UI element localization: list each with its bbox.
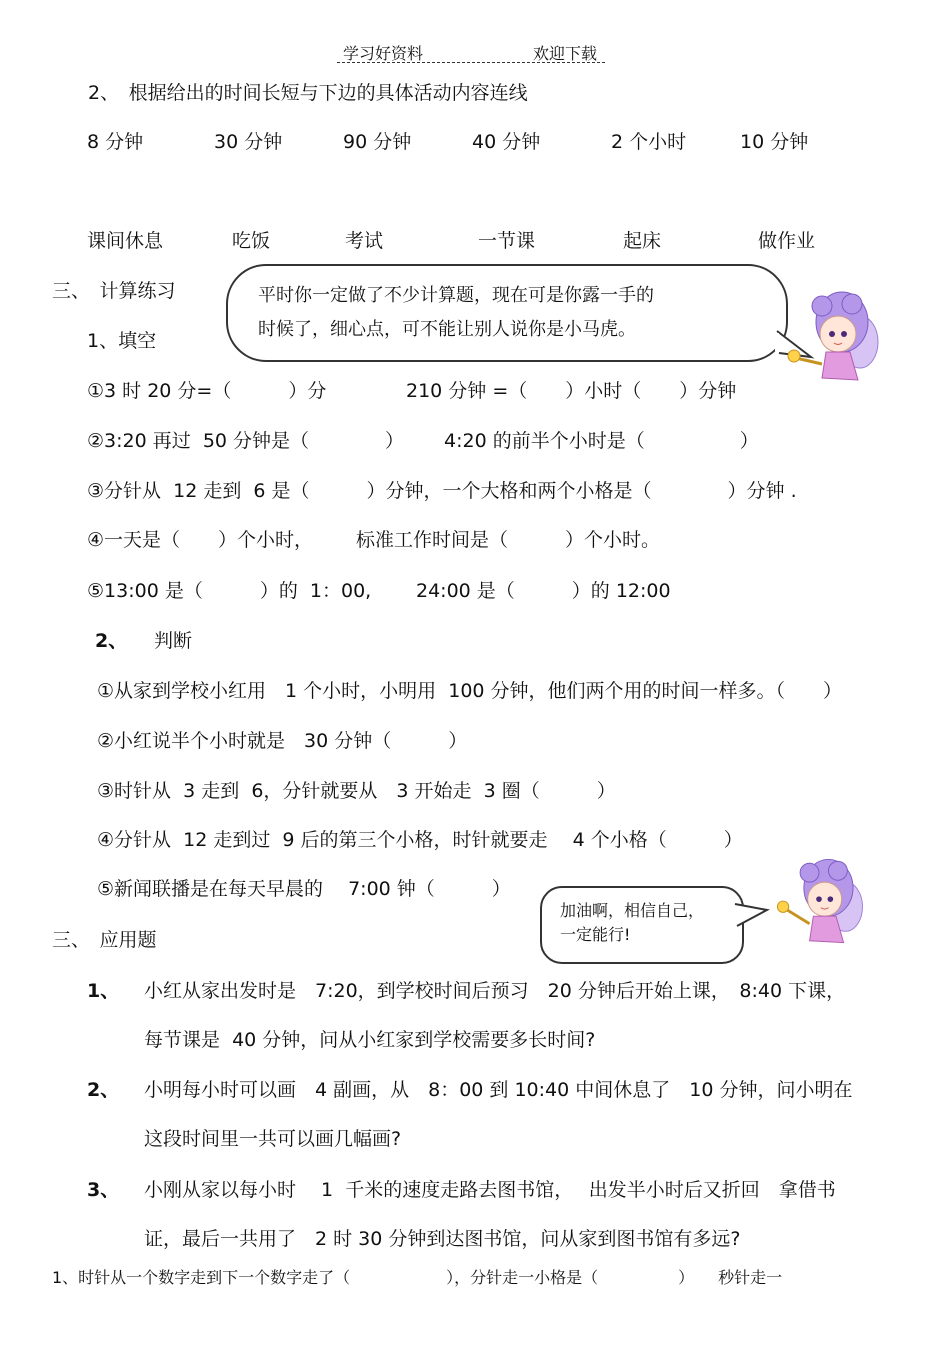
section-title-calc: 三、 计算练习 bbox=[52, 280, 176, 302]
fill-item: 4:20 的前半个小时是（ ） bbox=[444, 430, 759, 452]
activity-option: 课间休息 bbox=[87, 230, 164, 252]
judge-title: 判断 bbox=[154, 630, 193, 652]
judge-number: 2、 bbox=[95, 630, 128, 652]
judge-item: ①从家到学校小红用 1 个小时，小明用 100 分钟，他们两个用的时间一样多。（ ） bbox=[97, 680, 843, 702]
header-right: 欢迎下载 bbox=[533, 44, 598, 63]
fairy-icon bbox=[782, 282, 882, 392]
bubble-tail bbox=[733, 900, 773, 936]
judge-item: ④分针从 12 走到过 9 后的第三个小格，时针就要走 4 个小格（ ） bbox=[97, 829, 743, 851]
header-divider bbox=[337, 62, 605, 63]
q2-title: 2、 根据给出的时间长短与下边的具体活动内容连线 bbox=[88, 82, 528, 104]
fill-item: 24:00 是（ ）的 12:00 bbox=[416, 580, 671, 602]
time-option: 8 分钟 bbox=[87, 131, 144, 153]
problem-number: 1、 bbox=[87, 980, 120, 1002]
problem-line: 这段时间里一共可以画几幅画? bbox=[144, 1128, 402, 1150]
problem-line: 小明每小时可以画 4 副画，从 8：00 到 10:40 中间休息了 10 分钟，问小明在 bbox=[144, 1079, 853, 1101]
judge-item: ⑤新闻联播是在每天早晨的 7:00 钟（ ） bbox=[97, 878, 511, 900]
fill-item: 标准工作时间是（ ）个小时。 bbox=[356, 529, 661, 551]
activity-option: 考试 bbox=[345, 230, 384, 252]
problem-number: 3、 bbox=[87, 1179, 120, 1201]
activity-option: 吃饭 bbox=[232, 230, 271, 252]
problem-number: 2、 bbox=[87, 1079, 120, 1101]
bubble-line: 一定能行! bbox=[560, 925, 631, 944]
judge-item: ③时针从 3 走到 6，分针就要从 3 开始走 3 圈（ ） bbox=[97, 780, 616, 802]
bubble-line: 平时你一定做了不少计算题，现在可是你露一手的 bbox=[258, 285, 654, 306]
activity-option: 起床 bbox=[623, 230, 662, 252]
activity-option: 做作业 bbox=[758, 230, 816, 252]
fill-title: 1、填空 bbox=[87, 330, 157, 352]
fill-item: ③分针从 12 走到 6 是（ ）分钟，一个大格和两个小格是（ ）分钟 . bbox=[87, 480, 797, 502]
bubble-line: 加油啊，相信自己， bbox=[560, 901, 705, 920]
judge-item: ②小红说半个小时就是 30 分钟（ ） bbox=[97, 730, 468, 752]
time-option: 2 个小时 bbox=[611, 131, 687, 153]
time-option: 90 分钟 bbox=[343, 131, 412, 153]
activity-option: 一节课 bbox=[478, 230, 536, 252]
section-title-app: 三、 应用题 bbox=[52, 929, 157, 951]
fill-item: 210 分钟 =（ ）小时（ ）分钟 bbox=[406, 380, 737, 402]
problem-line: 小刚从家以每小时 1 千米的速度走路去图书馆， 出发半小时后又折回 拿借书 bbox=[144, 1179, 836, 1201]
fill-item: ①3 时 20 分=（ ）分 bbox=[87, 380, 327, 402]
fill-item: ②3:20 再过 50 分钟是（ ） bbox=[87, 430, 405, 452]
fairy-icon bbox=[770, 850, 868, 954]
fill-item: ⑤13:00 是（ ）的 1：00, bbox=[87, 580, 372, 602]
header-left: 学习好资料 bbox=[343, 44, 424, 63]
bubble-line: 时候了，细心点，可不能让别人说你是小马虎。 bbox=[258, 319, 636, 340]
time-option: 40 分钟 bbox=[472, 131, 541, 153]
time-option: 30 分钟 bbox=[214, 131, 283, 153]
problem-line: 每节课是 40 分钟，问从小红家到学校需要多长时间? bbox=[144, 1029, 596, 1051]
fill-item: ④一天是（ ）个小时， bbox=[87, 529, 314, 551]
problem-line: 小红从家出发时是 7:20，到学校时间后预习 20 分钟后开始上课， 8:40 下课， bbox=[144, 980, 846, 1002]
footer-line: 1、时针从一个数字走到下一个数字走了（ ），分针走一小格是（ ） 秒针走一 bbox=[52, 1268, 783, 1287]
time-option: 10 分钟 bbox=[740, 131, 809, 153]
problem-line: 证，最后一共用了 2 时 30 分钟到达图书馆，问从家到图书馆有多远? bbox=[144, 1228, 741, 1250]
speech-bubble bbox=[226, 264, 788, 362]
